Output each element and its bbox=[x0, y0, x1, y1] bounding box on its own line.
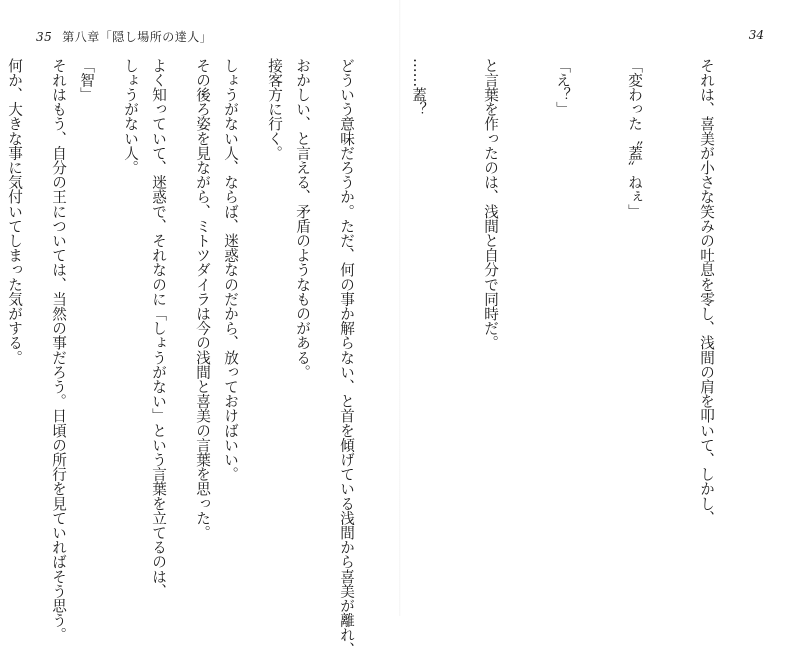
chapter-title: 第八章「隠し場所の達人」 bbox=[62, 30, 213, 44]
text-line: しょうがない人。 bbox=[122, 58, 139, 175]
right-page-number: 34 bbox=[748, 28, 764, 42]
text-line: しょうがない人、ならば、迷惑なのだから、放っておけばいい。 bbox=[222, 58, 239, 482]
text-line: それはもう、自分の王については、当然の事だろう。日頃の所行を見ていればそう思う。 bbox=[50, 58, 67, 642]
text-line: 「智」 bbox=[78, 58, 95, 102]
left-page-number: 35 bbox=[36, 30, 53, 44]
text-line: よく知っていて、迷惑で、それなのに「しょうがない」という言葉を立てるのは、 bbox=[150, 58, 167, 599]
text-line: ……蓋？ bbox=[410, 58, 427, 117]
text-line: と言葉を作ったのは、浅間と自分で同時だ。 bbox=[482, 58, 499, 350]
text-line: 接客方に行く。 bbox=[266, 58, 283, 161]
text-line: それは、喜美が小さな笑みの吐息を零し、浅間の肩を叩いて、しかし、 bbox=[698, 58, 715, 526]
text-line: 「え？」 bbox=[554, 58, 571, 117]
text-line: その後ろ姿を見ながら、ミトツダイラは今の浅間と喜美の言葉を思った。 bbox=[194, 58, 211, 540]
text-line: 何か、大きな事に気付いてしまった気がする。 bbox=[6, 58, 23, 365]
running-header-left bbox=[36, 28, 212, 45]
text-line: 「変わった〝蓋〟ねぇ」 bbox=[626, 58, 643, 219]
text-line: どういう意味だろうか。ただ、何の事か解らない、と首を傾げている浅間から喜美が離れ、 bbox=[338, 58, 355, 657]
text-line: おかしい、と言える、矛盾のようなものがある。 bbox=[294, 58, 311, 380]
